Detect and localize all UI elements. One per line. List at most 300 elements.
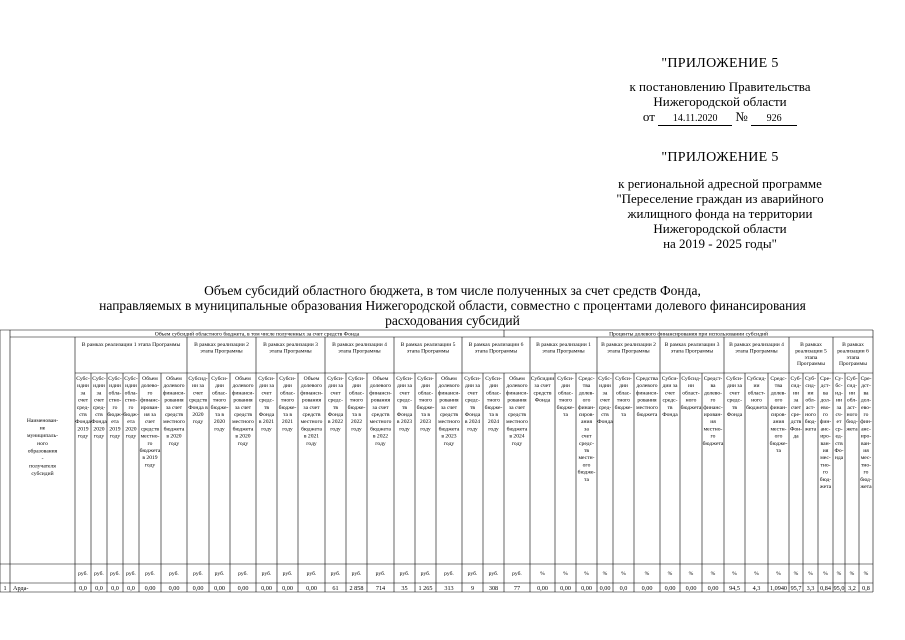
column-header: ия <box>710 419 716 426</box>
column-header: Субсид- <box>746 376 767 382</box>
column-header: ств <box>95 412 103 418</box>
column-header: 2019 <box>109 426 121 433</box>
column-header: да <box>793 433 799 440</box>
column-header: Средства <box>636 376 658 382</box>
column-header: за <box>96 390 102 397</box>
column-header: дии <box>619 383 628 390</box>
column-header: нда <box>834 455 844 462</box>
column-header: финанси- <box>300 390 323 397</box>
column-header: рования <box>370 397 391 404</box>
column-header: ва <box>863 390 869 397</box>
column-header: го <box>863 469 869 476</box>
unit-label: % <box>584 571 589 577</box>
column-header: Фонда <box>597 419 613 426</box>
column-header: году <box>351 426 362 433</box>
column-header: Объем <box>441 376 457 382</box>
column-header: местного <box>506 419 528 426</box>
column-header: средств <box>140 426 160 433</box>
column-header: средс- <box>397 397 412 404</box>
unit-label: % <box>863 571 869 577</box>
stage-header: этапа Программы <box>542 348 585 355</box>
column-header: бюджета <box>702 440 724 447</box>
column-header: бюд- <box>804 419 817 426</box>
municipality-column-header: ие <box>39 425 46 432</box>
column-header: счет <box>192 390 204 397</box>
column-header: Субсид- <box>681 376 701 382</box>
column-header: бюд- <box>819 476 832 483</box>
column-header: тно- <box>860 462 872 469</box>
column-header: рования <box>637 397 657 404</box>
column-header: ии <box>849 390 855 397</box>
column-header: 2020 <box>192 412 204 418</box>
column-header: тного <box>280 397 295 404</box>
unit-label: руб. <box>420 571 431 577</box>
column-header: 2020 <box>125 426 137 433</box>
unit-label: руб. <box>94 571 104 577</box>
column-header: облас- <box>557 390 574 397</box>
unit-label: % <box>667 571 673 577</box>
region-line: Нижегородской области <box>653 94 787 109</box>
table-cell: 9 <box>470 585 475 592</box>
column-header: сид- <box>790 383 802 390</box>
column-header: за счет <box>372 404 389 411</box>
column-header: тв <box>263 404 270 411</box>
column-header: обла- <box>124 390 138 397</box>
column-header: Субси- <box>615 376 632 382</box>
unit-label: руб. <box>512 571 522 577</box>
column-header: жета <box>860 484 872 490</box>
column-header: облас- <box>348 390 365 397</box>
column-header: дол- <box>820 397 831 404</box>
column-header: ии <box>793 390 799 397</box>
column-header: счет <box>77 397 89 404</box>
column-header: бюдж- <box>123 412 139 418</box>
column-header: в 2020 <box>166 433 182 440</box>
column-header: сч- <box>835 412 843 418</box>
column-header: Субси- <box>327 376 344 382</box>
column-header: иро- <box>820 433 831 440</box>
column-header: местно- <box>140 433 160 440</box>
column-header: бюджета <box>506 426 528 433</box>
stage-header: этапа <box>804 354 818 361</box>
column-header: Субс- <box>598 376 612 382</box>
column-header: облас- <box>417 390 434 397</box>
column-header: Субс- <box>76 376 90 382</box>
column-header: мес- <box>860 455 872 462</box>
column-header: тного <box>616 397 631 404</box>
column-header: средств <box>439 412 459 418</box>
table-cell: 77 <box>513 585 521 592</box>
column-header: местного <box>300 419 323 426</box>
column-header: фин- <box>860 419 872 426</box>
column-header: местного <box>636 404 658 411</box>
column-header: тва <box>582 383 591 390</box>
column-header: средств <box>164 412 184 418</box>
column-header: Фонда <box>327 412 344 418</box>
program-line-3: жилищного фонда на территории <box>627 206 813 221</box>
column-header: рования <box>439 397 459 404</box>
unit-label: % <box>644 571 650 577</box>
column-header: Сре- <box>860 376 872 382</box>
column-header: идии <box>109 383 121 390</box>
column-header: жета <box>846 426 858 433</box>
column-header: финан- <box>770 404 787 411</box>
column-header: рования <box>301 397 322 404</box>
unit-label: % <box>732 571 737 577</box>
column-header: Объем <box>303 376 320 382</box>
column-header: Фон- <box>789 426 803 433</box>
decree-date: 14.11.2020 <box>658 113 732 126</box>
column-header: счет <box>261 390 272 397</box>
stage-header: этапа Программы <box>607 348 650 355</box>
column-header: ания <box>772 419 785 426</box>
column-header: средс- <box>662 397 678 404</box>
column-header: Субси- <box>258 376 275 382</box>
column-header: го <box>147 390 153 397</box>
column-header: Субси- <box>485 376 502 382</box>
column-header: Субсидии <box>530 376 555 382</box>
column-header: Фонда <box>91 419 107 426</box>
column-header: бюджета <box>370 426 391 433</box>
column-header: обл- <box>805 397 816 404</box>
column-header: ии <box>688 383 694 390</box>
column-header: Субси- <box>557 376 574 382</box>
column-header: местн- <box>770 426 787 433</box>
stage-header: В рамках реализации 1 <box>536 342 591 348</box>
column-header: средс- <box>465 397 480 404</box>
column-header: долевого <box>300 383 323 390</box>
unit-label: руб. <box>110 571 120 577</box>
column-header: идии <box>77 383 89 390</box>
title-line-3: расходования субсидий <box>385 313 520 328</box>
column-header: Субси- <box>211 376 228 382</box>
column-header: Фо- <box>834 448 844 454</box>
column-header: финанси- <box>369 390 392 397</box>
column-header: анс- <box>861 426 871 433</box>
table-cell: 0,00 <box>599 585 611 592</box>
unit-label: руб. <box>399 571 410 577</box>
column-header: ания <box>580 419 593 426</box>
column-header: област- <box>682 390 700 397</box>
column-header: 2024 <box>487 419 500 426</box>
unit-label: руб. <box>78 571 88 577</box>
column-header: году <box>511 440 523 447</box>
column-header: рования <box>507 397 527 404</box>
table-cell: 308 <box>488 585 499 592</box>
column-header: бюдже- <box>347 404 366 411</box>
column-header: жета <box>804 426 817 433</box>
column-header: счет <box>581 433 592 440</box>
table-cell: 0,00 <box>560 585 571 592</box>
table-cell: 0,00 <box>282 585 293 592</box>
column-header: Фонда <box>396 412 413 418</box>
table-cell: 0,00 <box>664 585 676 592</box>
column-header: средств <box>371 412 390 418</box>
unit-label: руб. <box>169 571 179 577</box>
unit-label: % <box>710 571 716 577</box>
column-header: 2020 <box>93 426 105 433</box>
column-header: за счет <box>234 404 252 411</box>
unit-label: % <box>836 571 842 577</box>
table-cell: 3,3 <box>806 585 815 592</box>
column-header: фин- <box>819 419 832 426</box>
table-cell: 0,00 <box>144 585 156 592</box>
column-header: ного <box>846 412 858 418</box>
column-header: финанс- <box>140 397 160 404</box>
column-header: ии <box>836 397 842 404</box>
column-header: ет <box>836 419 842 426</box>
column-header: за <box>602 390 608 397</box>
column-header: тного <box>486 397 501 404</box>
column-header: го <box>823 412 828 418</box>
column-header: финанси- <box>635 390 659 397</box>
column-header: долев- <box>770 390 787 397</box>
column-header: Фонда <box>258 412 275 418</box>
column-header: году <box>261 426 272 433</box>
table-cell: 0,00 <box>192 585 204 592</box>
title-line-2: направляемых в муниципальные образования Нижегородской области, совместно с процентами долевого финансирования <box>99 298 806 313</box>
column-header: стно- <box>108 397 122 404</box>
stage-header: Программы <box>796 361 826 368</box>
column-header: тв <box>731 404 738 411</box>
column-header: бюджета <box>232 426 254 433</box>
column-header: Фонда <box>726 412 743 418</box>
column-header: в 2024 <box>509 433 525 440</box>
column-header: Субс- <box>124 376 138 382</box>
stage-header: реализации 6 <box>837 348 869 355</box>
column-header: дол- <box>860 397 872 404</box>
column-header: го <box>128 404 134 411</box>
table-cell: 0,00 <box>707 585 719 592</box>
column-header: иро- <box>860 433 872 440</box>
table-cell: 3,2 <box>848 585 856 592</box>
column-header: бюджета <box>301 426 322 433</box>
table-cell: 0,00 <box>168 585 180 592</box>
column-header: та в <box>282 412 293 418</box>
municipality-column-header: образования <box>27 448 58 455</box>
column-header: Субси- <box>464 376 481 382</box>
column-header: году <box>237 440 249 447</box>
column-header: бюджета <box>163 426 185 433</box>
stage-header: этапа Программы <box>269 348 312 355</box>
column-header: долево- <box>140 383 160 390</box>
table-cell: 0,00 <box>641 585 653 592</box>
stage-header: этапа Программы <box>406 348 450 355</box>
column-header: средс- <box>328 397 343 404</box>
municipality-name: Арда- <box>13 585 29 592</box>
column-header: счет <box>399 390 410 397</box>
column-header: тв <box>667 404 673 411</box>
column-header: долевого <box>438 383 460 390</box>
column-header: Субс- <box>92 376 106 382</box>
column-header: 2019 <box>77 426 89 433</box>
column-header: в 2021 <box>258 419 275 426</box>
stage-header: В рамках реализации 2 <box>601 342 656 348</box>
column-header: ии <box>753 383 760 390</box>
column-header: 2023 <box>419 419 432 426</box>
column-header: году <box>399 426 410 433</box>
column-header: бюджета <box>438 426 460 433</box>
column-header: тв <box>583 448 590 454</box>
column-header: дств <box>790 419 802 426</box>
column-header: бюд- <box>846 419 858 426</box>
column-header: та в <box>420 412 431 418</box>
column-header: финанси- <box>162 390 186 397</box>
column-header: Фонда <box>662 412 678 418</box>
column-header: финанси- <box>231 390 255 397</box>
column-header: та <box>776 448 781 454</box>
stage-header: В рамках реализации 1 этапа Программы <box>81 342 181 348</box>
table-cell: 4,3 <box>752 585 761 592</box>
unit-label: руб. <box>145 571 155 577</box>
column-header: та <box>584 476 589 483</box>
column-header: бс- <box>835 383 843 390</box>
unit-label: руб. <box>282 571 293 577</box>
column-header: ств <box>601 412 609 418</box>
column-header: го <box>710 433 716 440</box>
column-header: бюдже- <box>577 469 596 476</box>
column-header: аст- <box>805 404 816 411</box>
column-header: счет <box>790 404 802 411</box>
column-header: году <box>330 426 341 433</box>
column-header: бюдж- <box>107 412 123 418</box>
column-header: в 2020 <box>235 433 251 440</box>
column-header: ван- <box>820 440 831 447</box>
table-cell: 0,0 <box>619 585 628 592</box>
column-header: году <box>192 419 204 426</box>
stage-header: реализации 5 <box>795 348 827 355</box>
column-header: дии за <box>397 383 412 390</box>
column-header: тного <box>418 397 433 404</box>
column-header: ного <box>751 397 762 404</box>
column-header: ого <box>582 462 591 469</box>
program-line-2: "Переселение граждан из аварийного <box>616 191 824 206</box>
table-cell: 61 <box>332 585 339 592</box>
column-header: обл- <box>846 397 858 404</box>
column-header: стно- <box>124 397 138 404</box>
column-header: средств <box>188 397 208 404</box>
column-header: Субс- <box>108 376 122 382</box>
stage-header: В рамках реализации 6 <box>468 342 524 348</box>
table-cell: 1 265 <box>418 585 433 592</box>
column-header: тного <box>212 397 227 404</box>
unit-label: % <box>793 571 799 577</box>
column-header: в 2023 <box>441 433 457 440</box>
municipality-column-header: субсидий <box>31 471 54 478</box>
stage-header: В рамках реализации 4 <box>729 342 784 348</box>
unit-label: % <box>823 571 828 577</box>
program-line-1: к региональной адресной программе <box>618 176 822 191</box>
column-header: Суб- <box>790 376 802 382</box>
column-header: Объем <box>166 376 182 382</box>
column-header: дии <box>215 383 224 390</box>
unit-label: руб. <box>214 571 225 577</box>
column-header: ево- <box>820 404 831 411</box>
column-header: Субси- <box>348 376 365 382</box>
column-header: Субси- <box>396 376 413 382</box>
column-header: ств <box>79 412 87 418</box>
column-header: идии <box>125 383 137 390</box>
column-header: бюдже- <box>416 404 435 411</box>
column-header: ия <box>822 448 829 454</box>
column-header: тв <box>332 404 339 411</box>
column-header: в 2022 <box>372 433 389 440</box>
column-header: Субси- <box>417 376 434 382</box>
table-cell: 94,5 <box>729 585 740 592</box>
column-header: дии <box>561 383 570 390</box>
date-prefix: от <box>642 109 655 124</box>
column-header: бюдже- <box>210 404 229 411</box>
column-header: за счет <box>165 404 183 411</box>
stage-header: В рамках реализации 3 <box>263 342 318 348</box>
column-header: Суб- <box>846 376 858 382</box>
column-header: ирован- <box>703 412 723 418</box>
unit-label: % <box>540 571 545 577</box>
column-header: бюджета <box>746 404 767 411</box>
column-header: местно- <box>703 426 723 433</box>
column-header: ого <box>774 397 783 404</box>
column-header: долевого <box>163 383 185 390</box>
column-header: бюдже- <box>614 404 633 411</box>
column-header: обла- <box>108 390 122 397</box>
municipality-column-header: Наименован- <box>26 418 59 424</box>
column-header: долевого <box>636 383 658 390</box>
column-header: анс- <box>820 426 831 433</box>
column-header: дии за <box>465 383 480 390</box>
column-header: ии за <box>191 383 205 390</box>
column-header: ств <box>835 440 843 447</box>
column-header: финанс- <box>703 404 723 411</box>
column-header: году <box>488 426 499 433</box>
stage-header: этапа Программы <box>474 348 518 355</box>
column-header: ид- <box>835 390 843 397</box>
column-header: долевого <box>369 383 392 390</box>
number-sign: № <box>735 109 748 124</box>
column-header: Объем <box>509 376 525 382</box>
column-header: долевого <box>506 383 528 390</box>
column-header: Средст- <box>703 376 723 382</box>
unit-label: % <box>621 571 626 577</box>
table-cell: 0,00 <box>261 585 272 592</box>
column-header: ета <box>111 419 119 426</box>
column-header: Субсид- <box>188 376 208 382</box>
column-header: ван- <box>861 440 871 447</box>
column-header: та в <box>351 412 362 418</box>
unit-label: руб. <box>261 571 272 577</box>
column-header: финанси- <box>437 390 461 397</box>
stage-header: В рамках <box>842 342 864 348</box>
column-header: облас- <box>279 390 296 397</box>
column-header: облас- <box>615 390 632 397</box>
column-header: средс- <box>579 440 594 447</box>
funding-volume-group-header: Объем субсидий областного бюджета, в том числе полученных за счет средств Фонда <box>154 331 360 338</box>
column-header: местного <box>232 419 254 426</box>
column-header: тв <box>401 404 408 411</box>
column-header: долевого <box>232 383 254 390</box>
column-header: дии <box>283 383 292 390</box>
column-header: тно- <box>820 462 831 469</box>
column-header: Объем <box>235 376 251 382</box>
column-header: дии за <box>662 383 678 390</box>
unit-label: руб. <box>444 571 454 577</box>
column-header: средств <box>507 412 527 418</box>
appendix-title: "ПРИЛОЖЕНИЕ 5 <box>661 56 779 71</box>
column-header: счет <box>93 397 105 404</box>
column-header: дии за <box>259 383 274 390</box>
column-header: бюдже- <box>484 404 503 411</box>
column-header: финан- <box>578 404 595 411</box>
stage-header: этапа Программы <box>670 348 714 355</box>
